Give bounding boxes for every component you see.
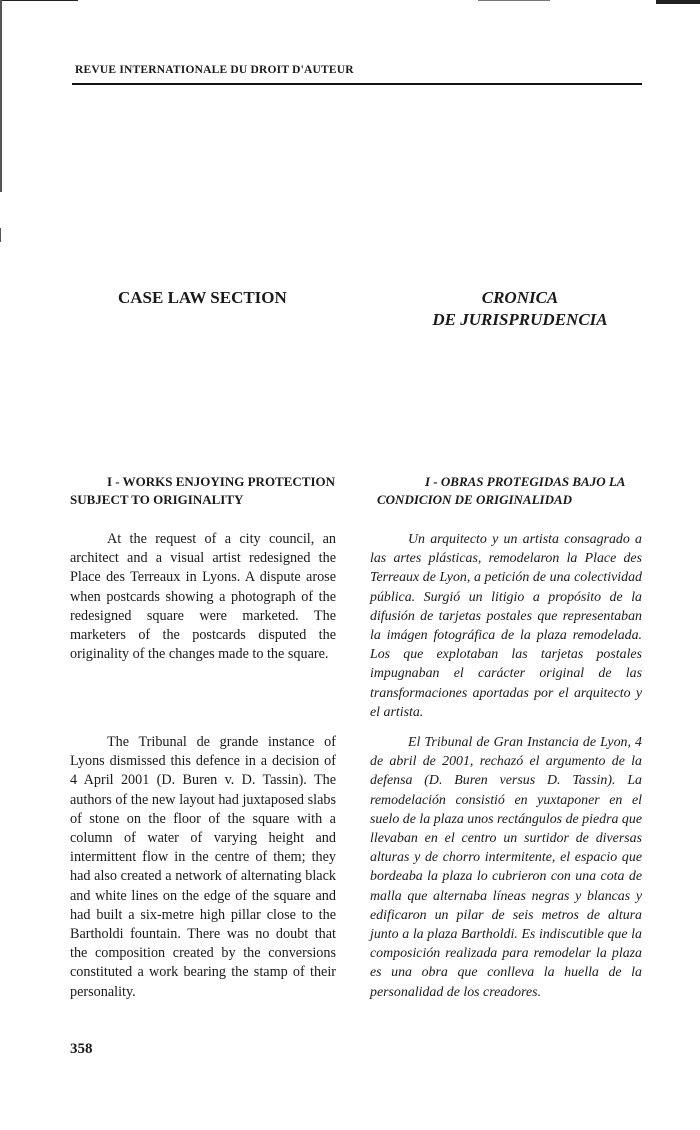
scan-edge-top-left: [0, 0, 78, 1]
scan-edge-top-corner: [656, 0, 700, 4]
header-rule: [72, 83, 642, 85]
page-number: 358: [70, 1041, 93, 1057]
subheading-english-line1: I - WORKS ENJOYING PROTECTION: [107, 474, 336, 489]
section-title-spanish-line2: DE JURISPRUDENCIA: [432, 310, 608, 329]
subheading-spanish-line1: I - OBRAS PROTEGIDAS BAJO LA: [425, 474, 626, 489]
section-title-spanish: [405, 287, 635, 331]
subheading-english-line2: SUBJECT TO ORIGINALITY: [70, 492, 244, 507]
spanish-paragraph: Un arquitecto y un artista consagrado a las artes plásticas, remodelaron la Place des Terreaux de Lyon, a petición de una colectividad pública. Surgió un litigio a propósito de la difusión de tarjetas postales que representaban la imágen fotográfica de la plaza remodelada. Los que explotaban las tarjetas postales impugnaban el carácter original de las transformaciones aportadas por el arquitecto y el artista.: [370, 532, 642, 720]
scan-edge-left: [0, 0, 2, 192]
subheading-spanish: [377, 473, 643, 509]
scan-edge-left-mark: [0, 228, 1, 242]
scan-edge-top-right: [478, 0, 550, 1]
spanish-paragraph: El Tribunal de Gran Instancia de Lyon, 4 de abril de 2001, rechazó el argumento de la defensa (D. Buren versus D. Tassin). La remodelación consistió en yuxtaponer en el suelo de la plaza unos rectángulos de piedra que llevaban en el centro un surtidor de diversas alturas y de chorro intermitente, el espacio que bordeaba la plaza lo cubrieron con una cota de malla que alternaba líneas negras y blancas y edificaron un pilar de seis metros de altura junto a la plaza Bartholdi. Es indiscutible que la composición realizada para remodelar la plaza es una obra que conlleva la huella de la personalidad de los creadores.: [370, 735, 642, 1000]
english-paragraph: The Tribunal de grande instance of Lyons dismissed this defence in a decision of 4 April 2001 (D. Buren v. D. Tassin). The authors of the new layout had juxtaposed slabs of stone on the floor of the square with a column of water of varying height and intermittent flow in the centre of them; they had also created a network of alternating black and white lines on the edge of the square and had built a six-metre high pillar close to the Bartholdi fountain. There was no doubt that the composition created by the conversions constituted a work bearing the stamp of their personality.: [70, 734, 336, 1000]
section-title-english: CASE LAW SECTION: [118, 288, 287, 307]
subheading-english: [70, 473, 338, 509]
english-paragraph: At the request of a city council, an architect and a visual artist redesigned the Place des Terreaux in Lyons. A dispute arose when postcards showing a photograph of the redesigned square were marketed. The marketers of the postcards disputed the originality of the changes made to the square.: [70, 531, 336, 663]
subheading-spanish-line2: CONDICION DE ORIGINALIDAD: [377, 492, 573, 507]
running-head: REVUE INTERNATIONALE DU DROIT D'AUTEUR: [75, 64, 354, 76]
section-title-spanish-line1: CRONICA: [481, 288, 559, 307]
